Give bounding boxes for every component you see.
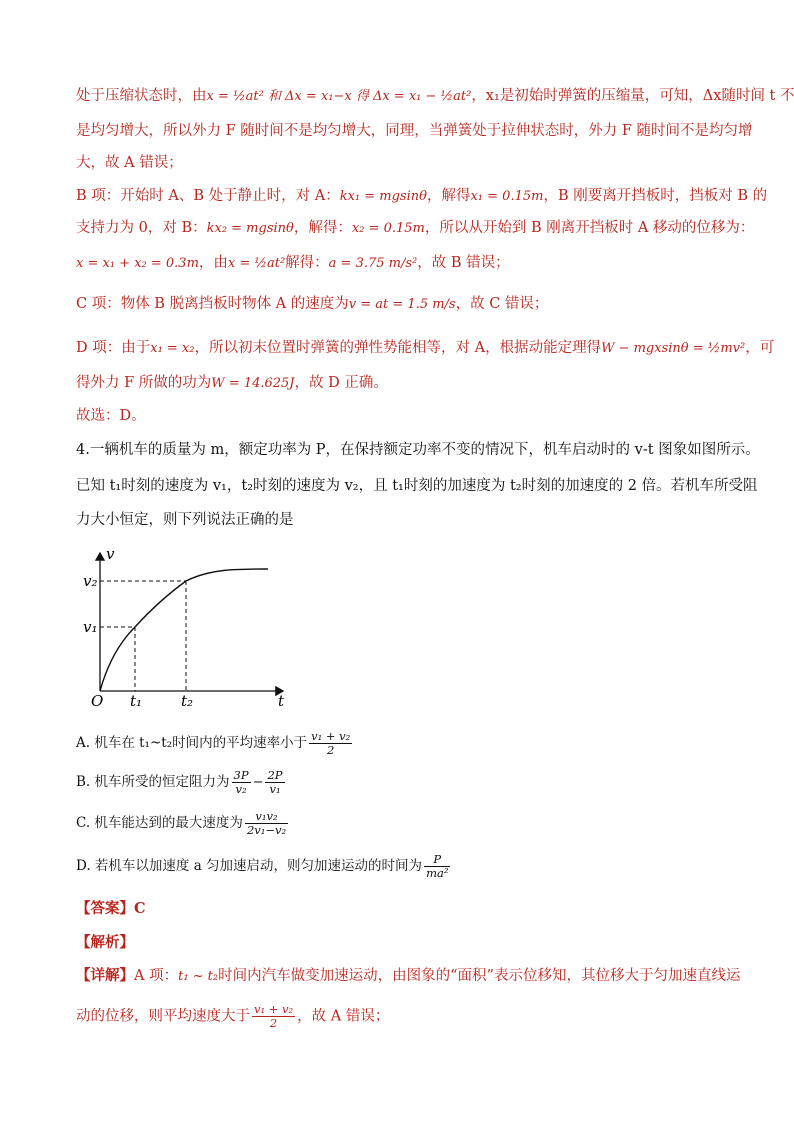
option-a: A. 机车在 t₁~t₂时间内的平均速率小于 $\frac{\text{v₁ + v₂}}{2}$ bbox=[76, 729, 351, 757]
vt-graph bbox=[80, 545, 295, 710]
question-stem: 力大小恒定，则下列说法正确的是 bbox=[76, 512, 294, 528]
origin-label: O bbox=[91, 692, 104, 710]
para-line: 处于压缩状态时，由x = ½at² 和 Δx = x₁−x 得 Δx = x₁ − ½at²，x₁是初始时弹簧的压缩量，可知，Δx随时间 t 不 bbox=[76, 88, 794, 104]
v2-label: v₂ bbox=[83, 572, 98, 590]
para-line: D 项：由于x₁ = x₂，所以初末位置时弹簧的弹性势能相等，对 A，根据动能定理得W − mgxsinθ = ½mv²，可 bbox=[76, 340, 775, 356]
para-line: 支持力为 0，对 B：kx₂ = mgsinθ，解得：x₂ = 0.15m，所以从开始到 B 刚离开挡板时 A 移动的位移为： bbox=[76, 220, 755, 236]
answer-label: 【答案】C bbox=[76, 900, 146, 917]
detail-line: 动的位移，则平均速度大于 $\frac{\text{v₁ + v₂}}{2}$ ，故 A 错误； bbox=[76, 1002, 390, 1030]
analysis-label: 【解析】 bbox=[76, 934, 134, 951]
para-line: C 项：物体 B 脱离挡板时物体 A 的速度为v = at = 1.5 m/s，故 C 错误； bbox=[76, 296, 549, 312]
para-line: 得外力 F 所做的功为W = 14.625J，故 D 正确。 bbox=[76, 375, 388, 391]
option-c: C. 机车能达到的最大速度为 $\frac{\text{v₁v₂}}{\text{2v₁−v₂}}$ bbox=[76, 809, 287, 837]
option-d: D. 若机车以加速度 a 匀加速启动，则匀加速运动的时间为 $\frac{P}{\text{ma²}}$ bbox=[76, 852, 449, 880]
v1-label: v₁ bbox=[83, 618, 98, 636]
detail-line: 【详解】A 项：t₁ ~ t₂时间内汽车做变加速运动，由图象的“面积”表示位移知，其位移大于匀加速直线运 bbox=[76, 967, 741, 984]
vt-curve bbox=[100, 569, 268, 691]
t-axis-label: t bbox=[278, 692, 285, 710]
question-stem: 已知 t₁时刻的速度为 v₁，t₂时刻的速度为 v₂，且 t₁时刻的加速度为 t₂时刻的加速度的 2 倍。若机车所受阻 bbox=[76, 478, 758, 494]
t2-label: t₂ bbox=[181, 692, 194, 710]
question-stem: 4.一辆机车的质量为 m，额定功率为 P，在保持额定功率不变的情况下，机车启动时的 v-t 图象如图所示。 bbox=[76, 442, 760, 458]
para-line: 是均匀增大，所以外力 F 随时间不是均匀增大，同理，当弹簧处于拉伸状态时，外力 F 随时间不是均匀增 bbox=[76, 123, 753, 139]
option-b: B. 机车所受的恒定阻力为 $\frac{3P}{\text{v₂}}$ − $\frac{2P}{\text{v₁}}$ bbox=[76, 768, 283, 796]
para-line: B 项：开始时 A、B 处于静止时，对 A：kx₁ = mgsinθ，解得x₁ = 0.15m，B 刚要离开挡板时，挡板对 B 的 bbox=[76, 188, 768, 204]
v-axis-label: v bbox=[106, 545, 115, 563]
para-line: 大，故 A 错误； bbox=[76, 155, 183, 171]
choice-line: 故选：D。 bbox=[76, 408, 146, 424]
para-line: x = x₁ + x₂ = 0.3m，由x = ½at²解得：a = 3.75 m/s²，故 B 错误； bbox=[76, 255, 510, 271]
t1-label: t₁ bbox=[130, 692, 143, 710]
